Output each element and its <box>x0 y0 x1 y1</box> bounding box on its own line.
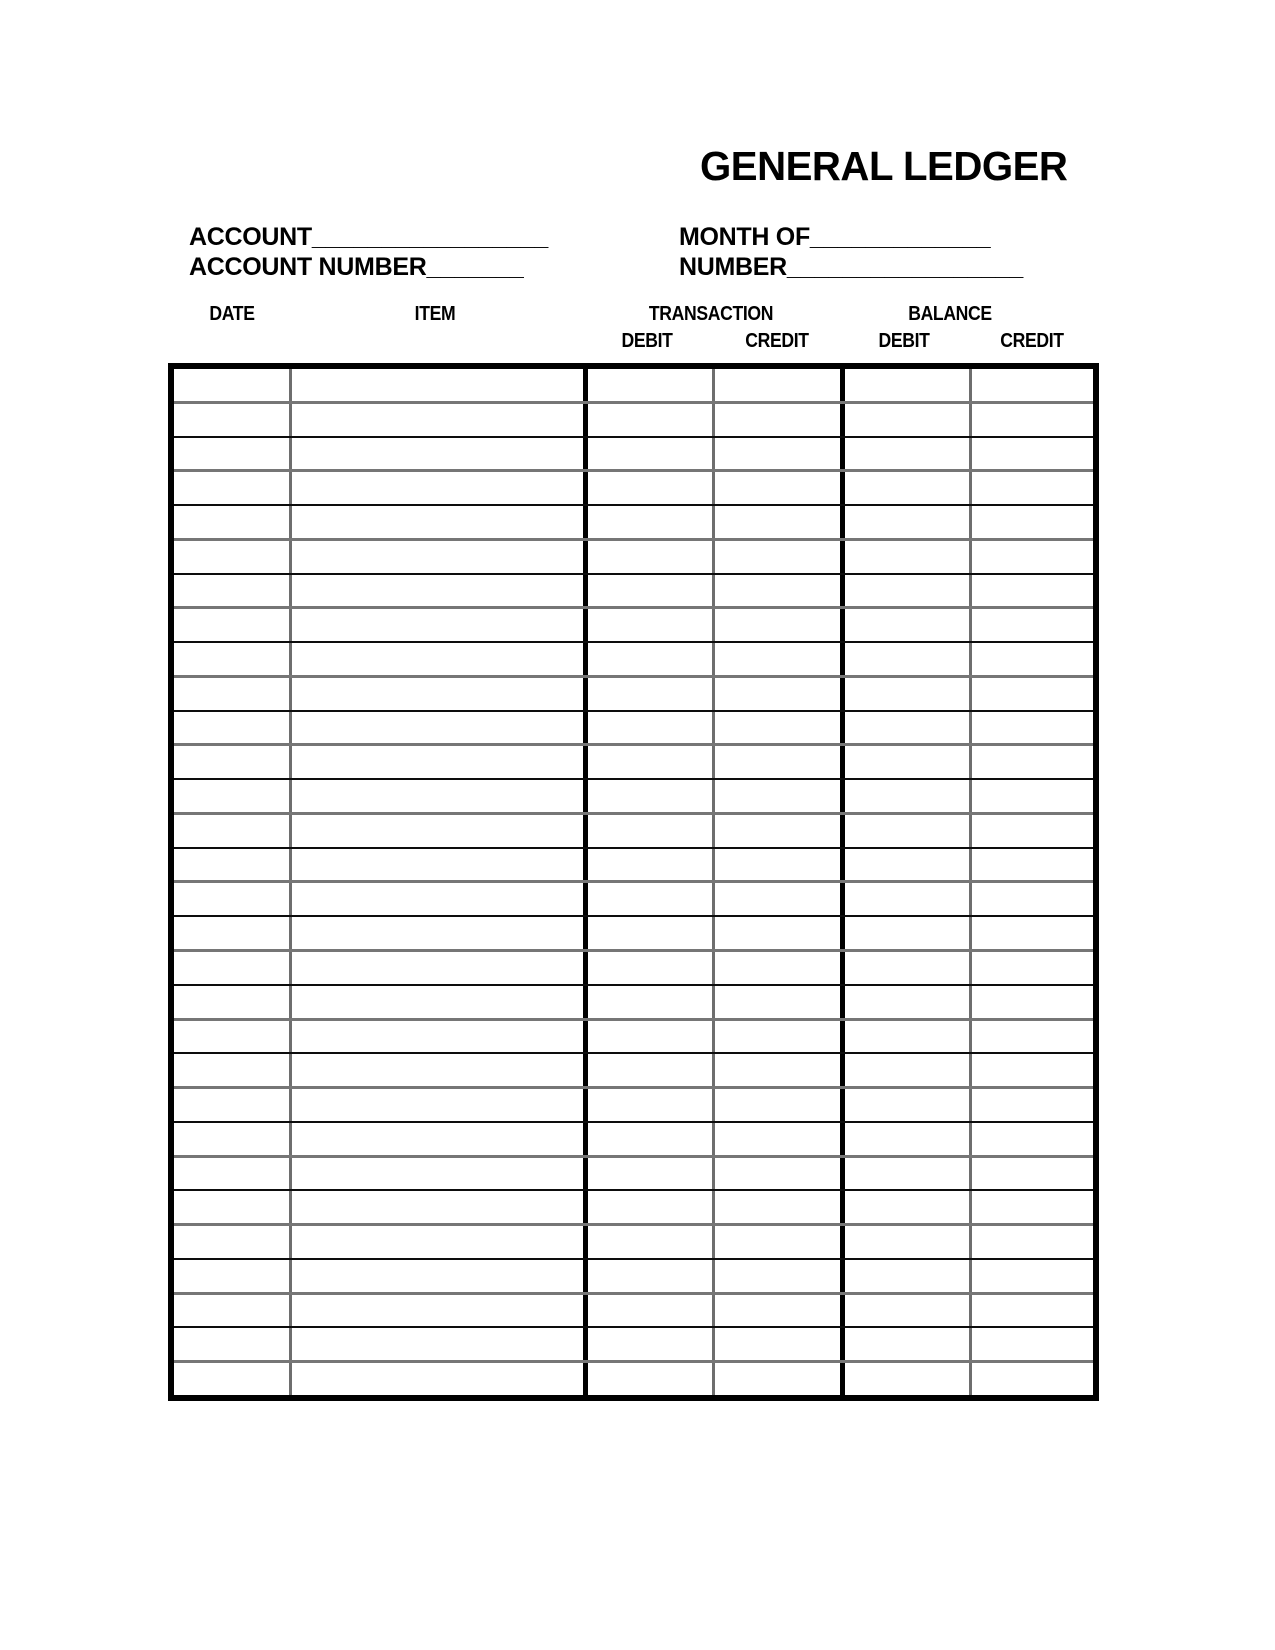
cell-date <box>174 849 292 881</box>
month-of-field <box>679 222 1023 252</box>
cell-balance-debit <box>845 1054 972 1086</box>
cell-transaction-debit <box>588 506 715 538</box>
cell-item <box>292 438 588 470</box>
cell-balance-debit <box>845 472 972 504</box>
cell-balance-credit <box>972 506 1093 538</box>
cell-balance-debit <box>845 678 972 710</box>
cell-transaction-debit <box>588 1363 715 1395</box>
cell-transaction-debit <box>588 1226 715 1258</box>
cell-balance-credit <box>972 1226 1093 1258</box>
cell-balance-debit <box>845 952 972 984</box>
cell-transaction-debit <box>588 575 715 607</box>
cell-balance-credit <box>972 678 1093 710</box>
cell-transaction-debit <box>588 1021 715 1053</box>
number-label: NUMBER <box>679 253 787 281</box>
cell-transaction-debit <box>588 678 715 710</box>
cell-balance-debit <box>845 1021 972 1053</box>
column-header-transaction-debit: DEBIT <box>621 330 673 352</box>
account-number-label: ACCOUNT NUMBER <box>189 253 427 281</box>
ledger-row <box>174 1328 1093 1363</box>
cell-balance-credit <box>972 643 1093 675</box>
cell-balance-credit <box>972 986 1093 1018</box>
ledger-row <box>174 1123 1093 1158</box>
cell-date <box>174 1295 292 1327</box>
cell-date <box>174 506 292 538</box>
cell-date <box>174 1123 292 1155</box>
cell-item <box>292 883 588 915</box>
cell-transaction-credit <box>715 849 845 881</box>
cell-item <box>292 541 588 573</box>
cell-date <box>174 438 292 470</box>
cell-item <box>292 780 588 812</box>
cell-balance-debit <box>845 1363 972 1395</box>
cell-transaction-debit <box>588 815 715 847</box>
cell-item <box>292 609 588 641</box>
cell-transaction-credit <box>715 1363 845 1395</box>
cell-balance-credit <box>972 712 1093 744</box>
cell-transaction-credit <box>715 1021 845 1053</box>
cell-item <box>292 643 588 675</box>
cell-transaction-credit <box>715 712 845 744</box>
cell-balance-debit <box>845 1191 972 1223</box>
cell-transaction-debit <box>588 1260 715 1292</box>
cell-date <box>174 404 292 436</box>
column-header-balance-debit: DEBIT <box>878 330 930 352</box>
account-label: ACCOUNT <box>189 223 312 251</box>
cell-balance-credit <box>972 1054 1093 1086</box>
cell-transaction-debit <box>588 472 715 504</box>
cell-item <box>292 712 588 744</box>
cell-date <box>174 1021 292 1053</box>
ledger-row <box>174 1295 1093 1329</box>
cell-balance-debit <box>845 506 972 538</box>
cell-transaction-debit <box>588 883 715 915</box>
ledger-row <box>174 472 1093 506</box>
cell-date <box>174 1328 292 1360</box>
cell-transaction-debit <box>588 1328 715 1360</box>
cell-balance-debit <box>845 815 972 847</box>
cell-transaction-credit <box>715 883 845 915</box>
cell-date <box>174 609 292 641</box>
cell-date <box>174 917 292 949</box>
cell-item <box>292 986 588 1018</box>
ledger-row <box>174 1021 1093 1055</box>
cell-transaction-credit <box>715 1054 845 1086</box>
cell-balance-debit <box>845 780 972 812</box>
cell-transaction-debit <box>588 369 715 401</box>
account-fields <box>189 222 548 282</box>
cell-date <box>174 1089 292 1121</box>
cell-transaction-credit <box>715 609 845 641</box>
cell-balance-debit <box>845 883 972 915</box>
cell-transaction-debit <box>588 1295 715 1327</box>
cell-balance-credit <box>972 1260 1093 1292</box>
cell-transaction-credit <box>715 746 845 778</box>
cell-item <box>292 506 588 538</box>
cell-date <box>174 986 292 1018</box>
ledger-row <box>174 780 1093 815</box>
cell-item <box>292 952 588 984</box>
ledger-row <box>174 643 1093 678</box>
number-field <box>679 252 1023 282</box>
cell-transaction-credit <box>715 952 845 984</box>
ledger-row <box>174 815 1093 849</box>
column-header-balance-credit: CREDIT <box>1000 330 1064 352</box>
ledger-row <box>174 369 1093 404</box>
cell-item <box>292 1054 588 1086</box>
ledger-row <box>174 438 1093 473</box>
cell-balance-credit <box>972 369 1093 401</box>
cell-date <box>174 1191 292 1223</box>
ledger-row <box>174 575 1093 610</box>
cell-transaction-debit <box>588 746 715 778</box>
ledger-row <box>174 678 1093 712</box>
ledger-row <box>174 1158 1093 1192</box>
ledger-row <box>174 952 1093 986</box>
cell-item <box>292 1328 588 1360</box>
cell-date <box>174 369 292 401</box>
cell-balance-credit <box>972 883 1093 915</box>
cell-balance-credit <box>972 609 1093 641</box>
cell-transaction-credit <box>715 541 845 573</box>
cell-balance-debit <box>845 1158 972 1190</box>
cell-item <box>292 472 588 504</box>
cell-item <box>292 1295 588 1327</box>
cell-transaction-credit <box>715 1191 845 1223</box>
month-fields <box>679 222 1023 282</box>
cell-balance-credit <box>972 1328 1093 1360</box>
cell-balance-debit <box>845 541 972 573</box>
cell-balance-credit <box>972 815 1093 847</box>
cell-transaction-debit <box>588 1123 715 1155</box>
cell-balance-debit <box>845 1089 972 1121</box>
cell-balance-debit <box>845 643 972 675</box>
cell-transaction-credit <box>715 917 845 949</box>
ledger-row <box>174 883 1093 917</box>
cell-transaction-credit <box>715 404 845 436</box>
column-header-transaction-credit: CREDIT <box>745 330 809 352</box>
cell-transaction-credit <box>715 438 845 470</box>
cell-balance-debit <box>845 404 972 436</box>
cell-item <box>292 404 588 436</box>
cell-transaction-debit <box>588 541 715 573</box>
cell-balance-credit <box>972 780 1093 812</box>
cell-balance-credit <box>972 541 1093 573</box>
account-field <box>189 222 548 252</box>
ledger-row <box>174 541 1093 575</box>
page-title: GENERAL LEDGER <box>700 143 1068 189</box>
cell-transaction-credit <box>715 1328 845 1360</box>
ledger-row <box>174 746 1093 780</box>
account-blank-line: _________________ <box>311 223 549 251</box>
cell-transaction-credit <box>715 643 845 675</box>
account-number-field <box>189 252 548 282</box>
cell-item <box>292 1158 588 1190</box>
cell-item <box>292 678 588 710</box>
cell-balance-credit <box>972 746 1093 778</box>
cell-date <box>174 712 292 744</box>
cell-transaction-credit <box>715 506 845 538</box>
cell-balance-credit <box>972 952 1093 984</box>
cell-item <box>292 1123 588 1155</box>
cell-balance-credit <box>972 1295 1093 1327</box>
cell-date <box>174 575 292 607</box>
cell-transaction-debit <box>588 1054 715 1086</box>
cell-transaction-debit <box>588 1191 715 1223</box>
cell-date <box>174 1054 292 1086</box>
ledger-row <box>174 1226 1093 1260</box>
column-header-balance: BALANCE <box>908 303 992 325</box>
cell-item <box>292 1260 588 1292</box>
cell-transaction-credit <box>715 472 845 504</box>
cell-balance-debit <box>845 438 972 470</box>
cell-item <box>292 1226 588 1258</box>
cell-transaction-debit <box>588 952 715 984</box>
ledger-row <box>174 712 1093 747</box>
number-blank-line: _________________ <box>786 253 1024 281</box>
column-header-transaction: TRANSACTION <box>648 303 774 325</box>
month-of-label: MONTH OF <box>679 223 810 251</box>
cell-balance-credit <box>972 404 1093 436</box>
cell-balance-credit <box>972 917 1093 949</box>
cell-transaction-debit <box>588 780 715 812</box>
month-of-blank-line: _____________ <box>809 223 991 251</box>
cell-date <box>174 952 292 984</box>
cell-transaction-credit <box>715 815 845 847</box>
ledger-row <box>174 986 1093 1021</box>
cell-item <box>292 1021 588 1053</box>
cell-date <box>174 883 292 915</box>
ledger-row <box>174 1191 1093 1226</box>
cell-item <box>292 849 588 881</box>
cell-balance-credit <box>972 1191 1093 1223</box>
cell-transaction-credit <box>715 780 845 812</box>
cell-transaction-credit <box>715 369 845 401</box>
ledger-row <box>174 917 1093 952</box>
cell-transaction-credit <box>715 1158 845 1190</box>
cell-date <box>174 1226 292 1258</box>
cell-item <box>292 1363 588 1395</box>
cell-balance-credit <box>972 575 1093 607</box>
cell-item <box>292 917 588 949</box>
cell-date <box>174 678 292 710</box>
ledger-row <box>174 1260 1093 1295</box>
cell-transaction-credit <box>715 986 845 1018</box>
cell-balance-credit <box>972 438 1093 470</box>
cell-balance-debit <box>845 746 972 778</box>
cell-transaction-credit <box>715 1295 845 1327</box>
cell-balance-credit <box>972 1158 1093 1190</box>
cell-balance-credit <box>972 472 1093 504</box>
cell-balance-credit <box>972 1363 1093 1395</box>
cell-transaction-debit <box>588 986 715 1018</box>
cell-transaction-credit <box>715 1123 845 1155</box>
cell-balance-debit <box>845 1328 972 1360</box>
cell-date <box>174 1363 292 1395</box>
account-number-blank-line: _______ <box>426 253 524 281</box>
cell-transaction-debit <box>588 712 715 744</box>
column-header-date: DATE <box>209 303 255 325</box>
cell-transaction-debit <box>588 1089 715 1121</box>
cell-balance-debit <box>845 1123 972 1155</box>
cell-item <box>292 1089 588 1121</box>
cell-balance-debit <box>845 1226 972 1258</box>
cell-balance-debit <box>845 1295 972 1327</box>
cell-balance-debit <box>845 609 972 641</box>
ledger-row <box>174 1054 1093 1089</box>
cell-transaction-credit <box>715 1226 845 1258</box>
cell-date <box>174 746 292 778</box>
ledger-row <box>174 404 1093 438</box>
cell-balance-debit <box>845 712 972 744</box>
cell-item <box>292 1191 588 1223</box>
cell-transaction-debit <box>588 917 715 949</box>
cell-date <box>174 1158 292 1190</box>
cell-balance-debit <box>845 849 972 881</box>
column-header-item: ITEM <box>414 303 456 325</box>
ledger-grid <box>168 363 1099 1401</box>
cell-date <box>174 1260 292 1292</box>
cell-transaction-credit <box>715 575 845 607</box>
cell-date <box>174 541 292 573</box>
ledger-row <box>174 1089 1093 1123</box>
cell-transaction-debit <box>588 1158 715 1190</box>
cell-transaction-credit <box>715 1089 845 1121</box>
cell-date <box>174 643 292 675</box>
cell-balance-credit <box>972 1089 1093 1121</box>
ledger-row <box>174 849 1093 884</box>
cell-item <box>292 575 588 607</box>
cell-date <box>174 780 292 812</box>
cell-transaction-debit <box>588 849 715 881</box>
cell-item <box>292 369 588 401</box>
cell-balance-debit <box>845 1260 972 1292</box>
cell-transaction-debit <box>588 438 715 470</box>
cell-item <box>292 746 588 778</box>
cell-balance-credit <box>972 1021 1093 1053</box>
ledger-row <box>174 1363 1093 1395</box>
cell-balance-debit <box>845 986 972 1018</box>
cell-transaction-debit <box>588 404 715 436</box>
cell-transaction-debit <box>588 609 715 641</box>
cell-item <box>292 815 588 847</box>
cell-transaction-credit <box>715 1260 845 1292</box>
cell-transaction-debit <box>588 643 715 675</box>
cell-balance-credit <box>972 1123 1093 1155</box>
cell-balance-debit <box>845 369 972 401</box>
ledger-row <box>174 609 1093 643</box>
cell-balance-debit <box>845 917 972 949</box>
cell-balance-credit <box>972 849 1093 881</box>
cell-transaction-credit <box>715 678 845 710</box>
cell-date <box>174 815 292 847</box>
cell-balance-debit <box>845 575 972 607</box>
cell-date <box>174 472 292 504</box>
ledger-row <box>174 506 1093 541</box>
